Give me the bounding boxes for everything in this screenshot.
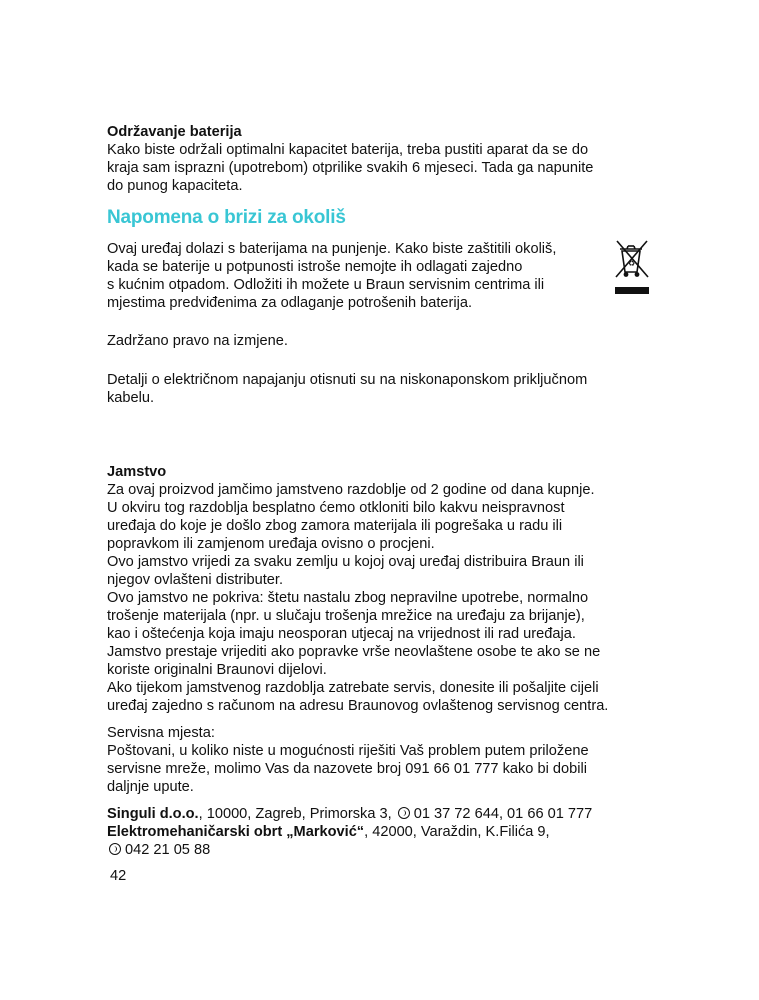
environment-line-4: mjestima predviđenima za odlaganje potrošenih baterija. xyxy=(107,295,473,311)
svg-text:♻: ♻ xyxy=(628,259,636,268)
phone-icon xyxy=(109,843,121,855)
crossed-out-wheelie-bin-icon xyxy=(612,238,652,300)
rights-text: Zadržano pravo na izmjene. xyxy=(107,333,288,349)
warranty-line-4: popravkom ili zamjenom uređaja ovisno o procjeni. xyxy=(107,536,435,552)
phone-icon xyxy=(398,807,410,819)
warranty-line-13: uređaj zajedno s računom na adresu Braunovog ovlaštenog servisnog centra. xyxy=(107,698,609,714)
contact-2-address: , 42000, Varaždin, K.Filića 9, xyxy=(364,824,550,840)
contact-singuli xyxy=(107,805,592,823)
service-line-1: Poštovani, u koliko niste u mogućnosti riješiti Vaš problem putem priložene xyxy=(107,743,589,759)
electrical-section xyxy=(107,371,587,407)
warranty-line-8: trošenje materijala (npr. u slučaju trošenja mrežice na uređaju za brijanje), xyxy=(107,608,585,624)
service-title: Servisna mjesta: xyxy=(107,725,215,741)
contact-2-name: Elektromehaničarski obrt „Marković“ xyxy=(107,824,365,840)
warranty-section xyxy=(107,463,608,715)
contacts-section xyxy=(107,805,592,859)
service-line-3: daljnje upute. xyxy=(107,779,194,795)
battery-line-3: do punog kapaciteta. xyxy=(107,178,243,194)
electrical-line-1: Detalji o električnom napajanju otisnuti su na niskonaponskom priključnom xyxy=(107,372,588,388)
contact-markovic xyxy=(107,823,592,841)
service-line-2: servisne mreže, molimo Vas da nazovete broj 091 66 01 777 kako bi dobili xyxy=(107,761,587,777)
contact-2-phone: 042 21 05 88 xyxy=(125,842,211,858)
page-number: 42 xyxy=(110,868,127,884)
warranty-line-1: Za ovaj proizvod jamčimo jamstveno razdoblje od 2 godine od dana kupnje. xyxy=(107,482,595,498)
environment-line-3: s kućnim otpadom. Odložiti ih možete u Braun servisnim centrima ili xyxy=(107,277,545,293)
warranty-line-7: Ovo jamstvo ne pokriva: štetu nastalu zbog nepravilne upotrebe, normalno xyxy=(107,590,589,606)
warranty-title: Jamstvo xyxy=(107,464,167,480)
environment-title: Napomena o brizi za okoliš xyxy=(107,207,346,228)
environment-section xyxy=(107,240,556,312)
contact-1-address: , 10000, Zagreb, Primorska 3, xyxy=(198,806,392,822)
battery-line-2: kraja sam isprazni (upotrebom) otprilike svakih 6 mjeseci. Tada ga napunite xyxy=(107,160,594,176)
contact-1-name: Singuli d.o.o. xyxy=(107,806,199,822)
battery-title: Održavanje baterija xyxy=(107,124,242,140)
warranty-line-11: koriste originalni Braunovi dijelovi. xyxy=(107,662,327,678)
warranty-line-5: Ovo jamstvo vrijedi za svaku zemlju u kojoj ovaj uređaj distribuira Braun ili xyxy=(107,554,584,570)
warranty-line-2: U okviru tog razdoblja besplatno ćemo otkloniti bilo kakvu neispravnost xyxy=(107,500,565,516)
warranty-line-9: kao i oštećenja koja imaju neosporan utjecaj na vrijednost ili rad uređaja. xyxy=(107,626,576,642)
environment-line-2: kada se baterije u potpunosti istroše nemojte ih odlagati zajedno xyxy=(107,259,523,275)
contact-markovic-phone xyxy=(107,841,592,859)
battery-line-1: Kako biste održali optimalni kapacitet baterija, treba pustiti aparat da se do xyxy=(107,142,589,158)
warranty-line-12: Ako tijekom jamstvenog razdoblja zatrebate servis, donesite ili pošaljite cijeli xyxy=(107,680,599,696)
environment-line-1: Ovaj uređaj dolazi s baterijama na punjenje. Kako biste zaštitili okoliš, xyxy=(107,241,557,257)
warranty-line-6: njegov ovlašteni distributer. xyxy=(107,572,284,588)
warranty-line-3: uređaja do koje je došlo zbog zamora materijala ili pogrešaka u radu ili xyxy=(107,518,563,534)
service-section xyxy=(107,724,589,796)
rights-notice xyxy=(107,332,288,350)
battery-section xyxy=(107,123,593,195)
contact-1-phone: 01 37 72 644, 01 66 01 777 xyxy=(413,806,593,822)
warranty-line-10: Jamstvo prestaje vrijediti ako popravke vrše neovlaštene osobe te ako se ne xyxy=(107,644,601,660)
electrical-line-2: kabelu. xyxy=(107,390,155,406)
